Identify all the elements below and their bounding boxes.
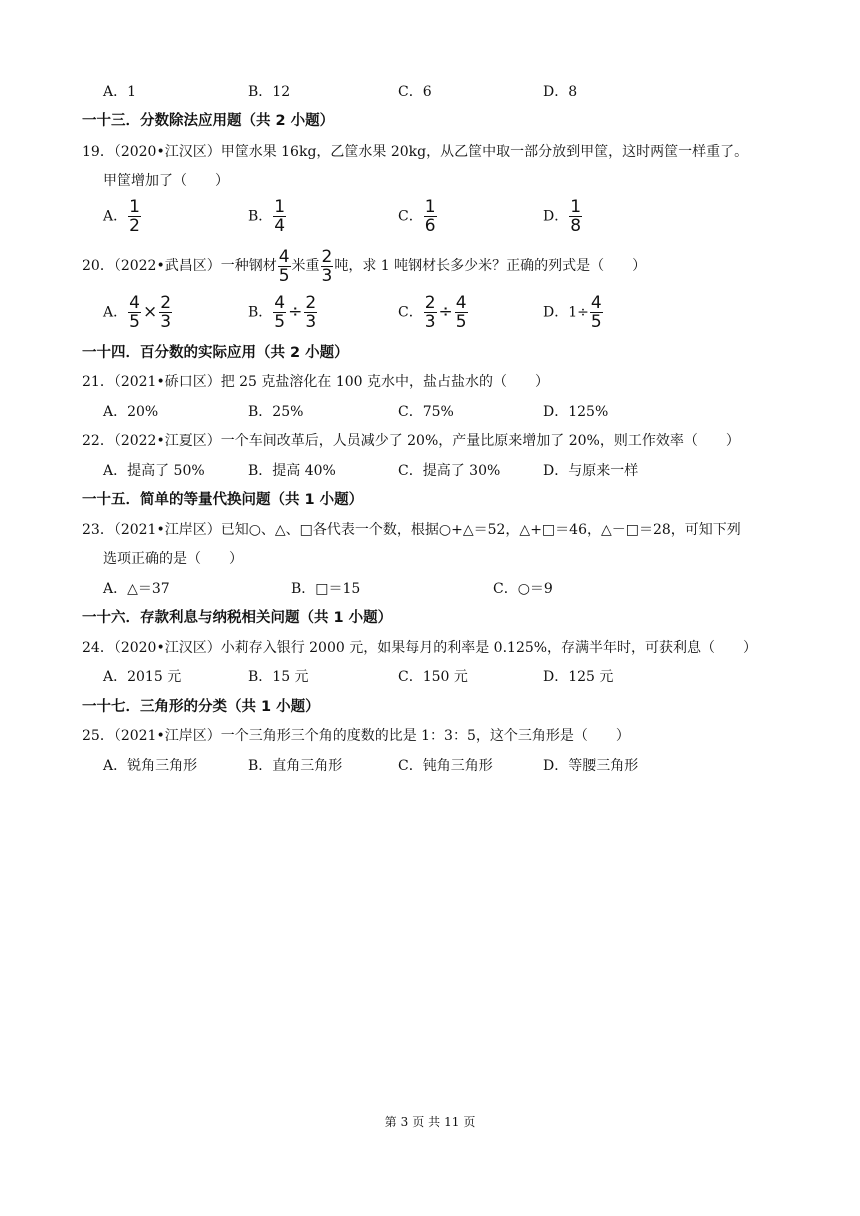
question-19-text-cont: 甲筐增加了（ ） <box>103 173 229 189</box>
page-total: 11 <box>444 1115 460 1129</box>
q23-option-a: A．△＝37 <box>103 581 170 597</box>
question-22-text: 22．（2022•江夏区）一个车间改革后，人员减少了 20%，产量比原来增加了 20%，则工作效率（ ） <box>82 433 740 449</box>
fraction: $\frac{4}{5}$ <box>278 246 290 286</box>
q20-option-c: C． $\frac{2}{3}$ ÷ $\frac{4}{5}$ <box>398 293 467 332</box>
section-heading: 一十七．三角形的分类（共 1 小题） <box>82 699 320 715</box>
section-heading: 一十五．简单的等量代换问题（共 1 小题） <box>82 492 364 508</box>
q20-option-b: B． $\frac{4}{5}$ ÷ $\frac{2}{3}$ <box>248 293 317 332</box>
q24-option-d: D．125 元 <box>543 669 614 685</box>
question-20-text: 20．（2022•武昌区）一种钢材 $\frac{4}{5}$ 米重 $\frac{2}{3}$ 吨，求 1 吨钢材长多少米？正确的列式是（ ） <box>82 246 647 286</box>
q24-option-c: C．150 元 <box>398 669 468 685</box>
q23-option-c: C．○＝9 <box>493 581 553 597</box>
q19-option-b: B． $\frac{1}{4}$ <box>248 197 286 236</box>
q25-option-a: A．锐角三角形 <box>103 758 198 774</box>
section-heading: 一十三．分数除法应用题（共 2 小题） <box>82 113 335 129</box>
q19-option-a: A． $\frac{1}{2}$ <box>103 197 140 236</box>
q20-option-a: A． $\frac{4}{5}$ × $\frac{2}{3}$ <box>103 293 172 332</box>
q24-option-b: B．15 元 <box>248 669 309 685</box>
q19-option-c: C． $\frac{1}{6}$ <box>398 197 436 236</box>
q21-option-d: D．125% <box>543 404 609 420</box>
option-a: A．1 <box>103 84 137 100</box>
q22-option-a: A．提高了 50% <box>103 463 205 479</box>
q22-option-d: D．与原来一样 <box>543 463 639 479</box>
option-d: D．8 <box>543 84 578 100</box>
q24-option-a: A．2015 元 <box>103 669 182 685</box>
q21-option-a: A．20% <box>103 404 159 420</box>
q19-option-d: D． $\frac{1}{8}$ <box>543 197 582 236</box>
q25-option-c: C．钝角三角形 <box>398 758 493 774</box>
q25-option-d: D．等腰三角形 <box>543 758 639 774</box>
question-19-text: 19．（2020•江汉区）甲筐水果 16kg，乙筐水果 20kg，从乙筐中取一部分放到甲筐，这时两筐一样重了。 <box>82 144 749 160</box>
section-heading: 一十六．存款利息与纳税相关问题（共 1 小题） <box>82 610 393 626</box>
page-footer: 第 3 页 共 11 页 <box>384 1115 476 1129</box>
q22-option-b: B．提高 40% <box>248 463 336 479</box>
question-24-text: 24．（2020•江汉区）小莉存入银行 2000 元，如果每月的利率是 0.125%，存满半年时，可获利息（ ） <box>82 640 758 656</box>
q21-option-b: B．25% <box>248 404 304 420</box>
question-25-text: 25．（2021•江岸区）一个三角形三个角的度数的比是 1：3：5，这个三角形是（ ） <box>82 728 630 744</box>
q20-option-d: D．1÷ $\frac{4}{5}$ <box>543 293 602 332</box>
q25-option-b: B．直角三角形 <box>248 758 343 774</box>
fraction: $\frac{2}{3}$ <box>321 246 333 286</box>
option-b: B．12 <box>248 84 291 100</box>
page-number: 3 <box>400 1115 409 1129</box>
question-21-text: 21．（2021•硚口区）把 25 克盐溶化在 100 克水中，盐占盐水的（ ） <box>82 374 550 390</box>
q21-option-c: C．75% <box>398 404 454 420</box>
question-23-text-cont: 选项正确的是（ ） <box>103 551 243 567</box>
q22-option-c: C．提高了 30% <box>398 463 501 479</box>
q23-option-b: B．□＝15 <box>291 581 361 597</box>
option-c: C．6 <box>398 84 432 100</box>
section-heading: 一十四．百分数的实际应用（共 2 小题） <box>82 345 349 361</box>
question-23-text: 23．（2021•江岸区）已知○、△、□各代表一个数，根据○+△＝52，△+□＝46，△－□＝28，可知下列 <box>82 522 741 538</box>
